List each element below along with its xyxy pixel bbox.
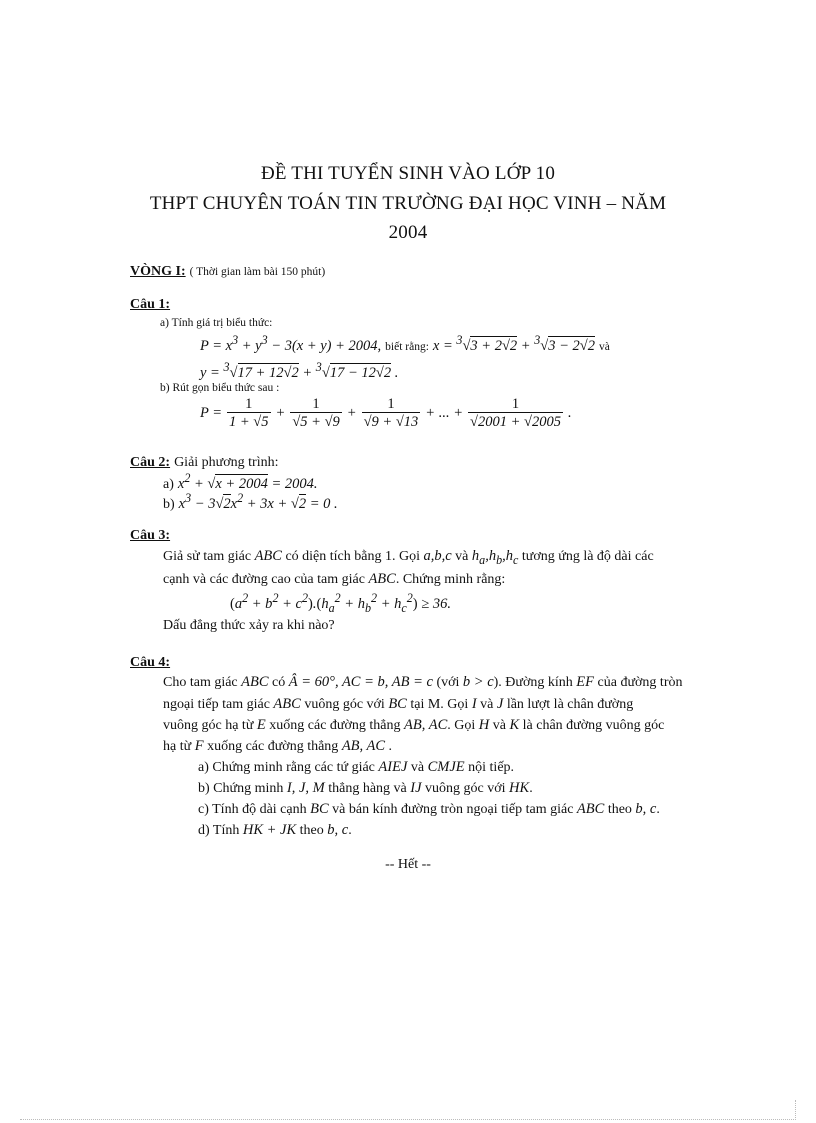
q3-line-1-c: và: [455, 549, 469, 564]
q3-question: Dấu đẳng thức xảy ra khi nào?: [163, 618, 335, 633]
q1-label: Câu 1:: [130, 297, 171, 312]
exam-title-line-3: 2004: [388, 222, 428, 243]
q4-part-d: d) Tính HK + JK theo b, c.: [198, 822, 352, 838]
q4-part-c-end: theo: [607, 802, 632, 817]
q4-part-a-text: a) Chứng minh rằng các tứ giác: [198, 760, 375, 775]
q4-part-d-text: d) Tính: [198, 823, 240, 838]
q3-line-1: Giả sử tam giác ABC có diện tích bằng 1. Gọi a,b,c và $h_a,h_b,h_c$ tương ứng là độ dài các: [163, 548, 654, 567]
q3-inequality: $(a^2 + b^2 + c^2).(h_a^2 + h_b^2 + h_c^2) \ge 36$.: [230, 591, 451, 615]
round-label: VÒNG I:: [130, 264, 186, 279]
q4-part-b-end: vuông góc với: [425, 781, 506, 796]
q4-line-1: Cho tam giác ABC có Â = 60°, AC = b, AB = c (với b > c). Đường kính EF của đường tròn: [163, 674, 683, 690]
q2-intro: Giải phương trình:: [174, 455, 279, 470]
q4-line-1-d: ). Đường kính: [493, 675, 573, 690]
q3-label: Câu 3:: [130, 528, 171, 543]
q4-part-a-end: nội tiếp.: [468, 760, 515, 775]
q4-part-a: a) Chứng minh rằng các tứ giác AIEJ và CMJE nội tiếp.: [198, 759, 515, 775]
q4-line-4-b: xuống các đường thẳng: [207, 739, 339, 754]
page-corner-mark: [795, 1100, 796, 1120]
q3-line-1-a: Giả sử tam giác: [163, 549, 252, 564]
q2-a: a) $x^2 + √x + 2004 = 2004$.: [163, 471, 318, 492]
q2-label: Câu 2:: [130, 455, 171, 470]
q4-line-3: vuông góc hạ từ E xuống các đường thẳng AB, AC. Gọi H và K là chân đường vuông góc: [163, 717, 665, 733]
q4-line-1-c: (với: [436, 675, 460, 690]
q4-line-3-b: xuống các đường thẳng: [269, 718, 401, 733]
q1-a-given: biết rằng:: [385, 340, 429, 353]
q4-line-4-a: hạ từ: [163, 739, 192, 754]
q2-b-marker: b): [163, 496, 175, 512]
q4-line-3-e: là chân đường vuông góc: [522, 718, 665, 733]
q4-line-2-e: lần lượt là chân đường: [506, 697, 634, 712]
exam-title-line-1: ĐỀ THI TUYỂN SINH VÀO LỚP 10: [260, 163, 556, 184]
q4-line-1-b: có: [272, 675, 286, 690]
q4-line-4: hạ từ F xuống các đường thẳng AB, AC .: [163, 738, 393, 754]
q4-part-b: b) Chứng minh I, J, M thẳng hàng và IJ vuông góc với HK.: [198, 780, 533, 796]
q1-a-intro: a) Tính giá trị biểu thức:: [160, 317, 273, 329]
round-heading: [130, 262, 325, 280]
q2-a-marker: a): [163, 476, 174, 492]
q4-part-c: c) Tính độ dài cạnh BC và bán kính đường tròn ngoại tiếp tam giác ABC theo b, c.: [198, 801, 660, 817]
q1-b-intro: b) Rút gọn biểu thức sau :: [160, 382, 280, 394]
end-marker: -- Hết --: [385, 857, 431, 872]
q4-line-2-a: ngoại tiếp tam giác: [163, 697, 270, 712]
q1-a-y-formula: y = $^3$√17 + 12√2 + $^3$√17 − 12√2 .: [200, 360, 399, 381]
q4-line-3-a: vuông góc hạ từ: [163, 718, 254, 733]
q3-line-2-a: cạnh và các đường cao của tam giác: [163, 572, 365, 587]
q3-line-2-b: . Chứng minh rằng:: [395, 572, 506, 587]
q4-line-2-c: tại M. Gọi: [410, 697, 469, 712]
q1-a-and: và: [598, 340, 610, 353]
q4-part-c-text: c) Tính độ dài cạnh: [198, 802, 307, 817]
exam-title-line-2: THPT CHUYÊN TOÁN TIN TRƯỜNG ĐẠI HỌC VINH – NĂM: [149, 193, 667, 214]
q2-b: b) $x^3 - 3√2x^2 + 3x + √2 = 0$ .: [163, 491, 338, 512]
q2-heading: [130, 453, 279, 471]
q4-line-3-d: và: [492, 718, 506, 733]
q4-line-2: ngoại tiếp tam giác ABC vuông góc với BC tại M. Gọi I và J lần lượt là chân đường: [163, 696, 634, 712]
q4-line-1-a: Cho tam giác: [163, 675, 238, 690]
q1-b-formula: P = $\frac{1}{1 + √5}$ + $\frac{1}{√5 + √9}$ + $\frac{1}{√9 + √13}$ + ... + $\frac{1}{√2001 + √2005}$ .: [200, 396, 572, 430]
q4-line-3-c: . Gọi: [447, 718, 476, 733]
q3-line-1-b: có diện tích bằng 1. Gọi: [285, 549, 420, 564]
q3-line-2: cạnh và các đường cao của tam giác ABC. Chứng minh rằng:: [163, 571, 506, 587]
q4-label: Câu 4:: [130, 655, 171, 670]
q4-part-b-mid: thẳng hàng và: [328, 781, 407, 796]
q4-line-2-d: và: [480, 697, 494, 712]
q4-line-1-e: của đường tròn: [597, 675, 683, 690]
q4-part-c-mid: và bán kính đường tròn ngoại tiếp tam giác: [332, 802, 574, 817]
round-time-note: ( Thời gian làm bài 150 phút): [189, 266, 326, 278]
q1-a-formula: $P = x^3 + y^3 - 3(x + y) + 2004$, biết rằng: x = $^3$√3 + 2√2 + $^3$√3 − 2√2 và: [200, 333, 610, 354]
q3-line-1-d: tương ứng là độ dài các: [521, 549, 654, 564]
q4-line-2-b: vuông góc với: [304, 697, 385, 712]
q4-part-b-text: b) Chứng minh: [198, 781, 284, 796]
q4-part-a-and: và: [410, 760, 425, 775]
q4-part-d-end: theo: [299, 823, 324, 838]
page-bottom-border: [20, 1119, 796, 1120]
